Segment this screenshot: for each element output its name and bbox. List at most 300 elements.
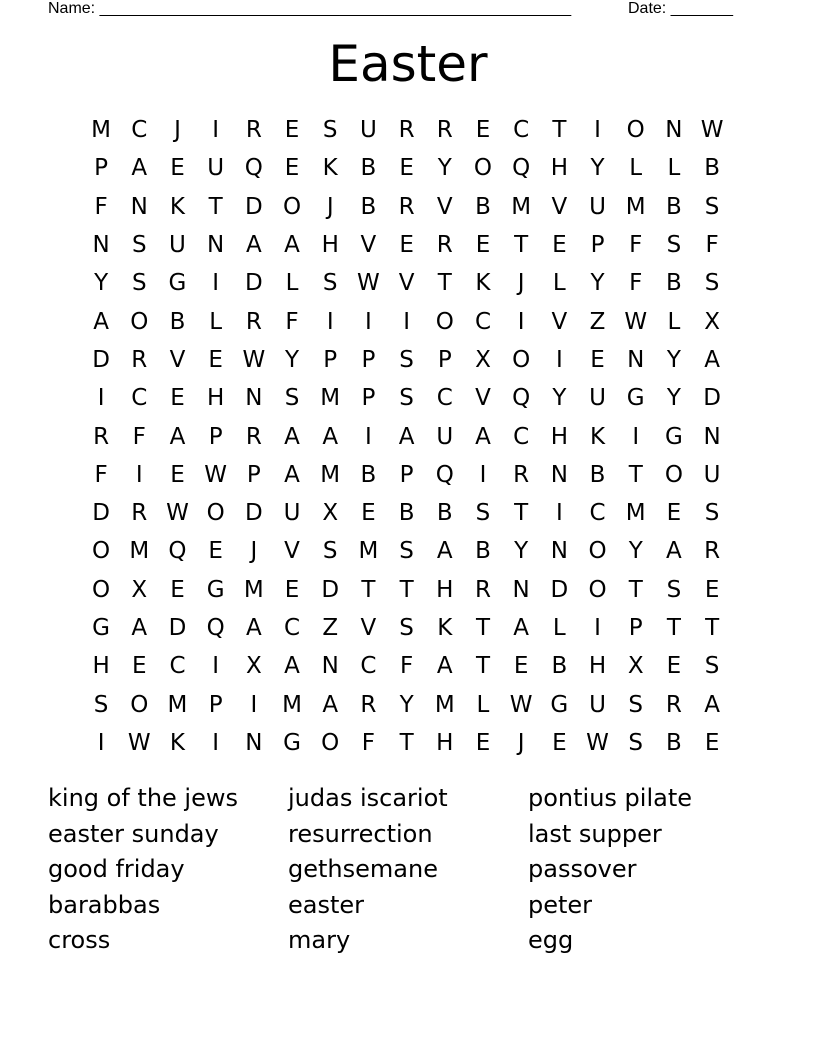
grid-letter: T	[628, 576, 643, 603]
grid-letter: D	[92, 346, 110, 373]
grid-letter: R	[245, 117, 262, 144]
grid-letter: A	[284, 461, 300, 488]
grid-letter: N	[703, 423, 721, 450]
grid-letter: R	[436, 232, 453, 259]
grid-letter: D	[168, 615, 187, 641]
grid-letter: I	[365, 308, 372, 335]
grid-letter: C	[513, 117, 530, 144]
grid-letter: Z	[322, 615, 339, 641]
grid-letter: L	[552, 615, 566, 641]
grid-letter: T	[628, 461, 643, 488]
grid-letter: V	[551, 193, 568, 220]
grid-letter: W	[509, 691, 533, 718]
grid-letter: T	[475, 653, 490, 680]
grid-letter: B	[475, 538, 491, 565]
grid-letter: C	[169, 653, 186, 680]
grid-letter: C	[513, 423, 530, 450]
word-list-item: resurrection	[288, 819, 433, 848]
grid-letter: M	[243, 576, 264, 603]
grid-letter: A	[284, 232, 300, 259]
grid-letter: O	[626, 117, 645, 144]
grid-letter: P	[628, 615, 643, 641]
grid-letter: A	[513, 615, 530, 641]
grid-letter: P	[399, 461, 414, 488]
grid-letter: N	[130, 193, 148, 220]
word-search-grid	[82, 111, 731, 762]
grid-letter: S	[399, 346, 414, 373]
grid-letter: H	[436, 576, 454, 603]
grid-letter: U	[207, 155, 225, 182]
grid-letter: U	[283, 500, 301, 527]
grid-letter: W	[624, 308, 648, 335]
grid-letter: I	[212, 729, 220, 756]
grid-letter: F	[94, 193, 108, 220]
grid-letter: L	[667, 155, 681, 182]
grid-letter: V	[398, 270, 415, 297]
date-field-label: Date: _______	[628, 0, 733, 17]
grid-letter: O	[588, 538, 607, 565]
grid-letter: P	[323, 346, 338, 373]
grid-letter: L	[552, 270, 566, 297]
grid-letter: O	[435, 308, 454, 335]
grid-letter: U	[359, 117, 377, 144]
grid-letter: U	[703, 461, 721, 488]
grid-letter: S	[131, 270, 147, 297]
grid-letter: N	[92, 232, 110, 259]
grid-letter: S	[131, 232, 147, 259]
grid-letter: D	[703, 385, 721, 412]
grid-letter: E	[552, 729, 567, 756]
grid-letter: A	[436, 653, 453, 680]
grid-letter: Y	[666, 385, 681, 412]
grid-letter: S	[704, 193, 720, 220]
grid-letter: S	[322, 117, 338, 144]
grid-letter: R	[436, 117, 453, 144]
grid-letter: A	[704, 691, 720, 718]
grid-letter: M	[358, 538, 379, 565]
grid-letter: Q	[206, 615, 225, 641]
grid-letter: U	[436, 423, 454, 450]
grid-letter: T	[514, 500, 529, 527]
grid-letter: W	[166, 500, 189, 527]
grid-letter: T	[208, 193, 223, 220]
word-list-item: easter sunday	[48, 819, 219, 848]
grid-letter: G	[168, 270, 187, 297]
grid-letter: A	[398, 423, 415, 450]
grid-letter: S	[93, 691, 109, 718]
grid-letter: R	[245, 308, 262, 335]
grid-letter: F	[705, 232, 719, 259]
grid-letter: Y	[94, 270, 109, 297]
word-list-item: pontius pilate	[528, 784, 693, 812]
word-list-item: good friday	[48, 855, 185, 883]
grid-letter: A	[475, 423, 491, 450]
grid-letter: Y	[437, 155, 452, 182]
word-list-item: gethsemane	[288, 855, 438, 883]
grid-letter: J	[326, 193, 334, 220]
grid-letter: G	[550, 691, 569, 718]
grid-letter: I	[212, 117, 220, 144]
grid-letter: H	[588, 653, 607, 680]
grid-letter: C	[436, 385, 453, 412]
grid-letter: E	[132, 653, 147, 680]
grid-letter: E	[666, 653, 682, 680]
grid-letter: Y	[399, 691, 414, 718]
grid-letter: H	[321, 232, 339, 259]
grid-letter: F	[399, 653, 414, 680]
name-field-label: Name: _____________________________________________________	[48, 0, 572, 17]
grid-letter: V	[360, 615, 377, 641]
grid-letter: O	[664, 461, 683, 488]
grid-letter: S	[666, 576, 682, 603]
grid-letter: B	[551, 653, 568, 680]
grid-letter: F	[132, 423, 146, 450]
grid-letter: E	[704, 576, 720, 603]
grid-letter: E	[666, 500, 682, 527]
grid-letter: D	[321, 576, 340, 603]
grid-letter: F	[629, 270, 643, 297]
word-list-item: egg	[528, 926, 574, 954]
word-list-item: king of the jews	[48, 784, 238, 812]
grid-letter: T	[399, 576, 414, 603]
grid-letter: F	[285, 308, 299, 335]
grid-letter: A	[436, 538, 453, 565]
grid-letter: H	[436, 729, 454, 756]
grid-letter: V	[551, 308, 568, 335]
grid-letter: K	[475, 270, 491, 297]
word-list-item: barabbas	[48, 890, 161, 919]
grid-letter: M	[320, 461, 341, 488]
grid-letter: R	[93, 423, 110, 450]
grid-letter: M	[167, 691, 188, 718]
grid-letter: R	[131, 346, 148, 373]
grid-letter: A	[666, 538, 682, 565]
grid-letter: A	[704, 346, 720, 373]
grid-letter: H	[550, 155, 568, 182]
grid-letter: G	[283, 729, 301, 756]
grid-letter: T	[361, 576, 376, 603]
grid-letter: B	[360, 461, 377, 488]
grid-letter: S	[704, 653, 720, 680]
grid-letter: T	[475, 615, 490, 641]
grid-letter: Z	[589, 308, 606, 335]
grid-letter: N	[512, 576, 530, 603]
grid-letter: S	[704, 270, 720, 297]
grid-letter: S	[628, 729, 644, 756]
grid-letter: E	[170, 385, 185, 412]
grid-letter: L	[667, 308, 681, 335]
grid-letter: R	[131, 500, 148, 527]
grid-letter: E	[399, 232, 414, 259]
grid-letter: R	[704, 538, 721, 565]
grid-letter: I	[555, 346, 563, 373]
grid-letter: K	[322, 155, 338, 182]
grid-letter: F	[94, 461, 108, 488]
grid-letter: B	[169, 308, 186, 335]
grid-letter: S	[704, 500, 720, 527]
grid-letter: G	[664, 423, 683, 450]
grid-letter: B	[666, 729, 682, 756]
grid-letter: G	[206, 576, 225, 603]
grid-letter: F	[361, 729, 376, 756]
grid-letter: O	[512, 346, 531, 373]
grid-letter: E	[284, 117, 300, 144]
grid-letter: E	[170, 461, 185, 488]
grid-letter: I	[212, 270, 220, 297]
grid-letter: X	[245, 653, 262, 680]
word-list-item: last supper	[528, 819, 662, 848]
grid-letter: U	[169, 232, 186, 259]
grid-letter: B	[436, 500, 453, 527]
grid-letter: Y	[590, 270, 605, 297]
page-title: Easter	[328, 35, 488, 93]
grid-letter: Y	[552, 385, 567, 412]
grid-letter: T	[514, 232, 529, 259]
grid-letter: C	[474, 308, 491, 335]
grid-letter: M	[129, 538, 150, 565]
grid-letter: O	[282, 193, 302, 220]
grid-letter: A	[322, 423, 339, 450]
grid-letter: K	[589, 423, 606, 450]
grid-letter: K	[169, 729, 186, 756]
grid-letter: I	[594, 615, 601, 641]
grid-letter: A	[245, 232, 262, 259]
grid-letter: A	[93, 308, 109, 335]
grid-letter: P	[208, 423, 223, 450]
grid-letter: I	[479, 461, 487, 488]
grid-letter: O	[92, 538, 111, 565]
grid-letter: O	[588, 576, 607, 603]
grid-letter: L	[285, 270, 299, 297]
grid-letter: D	[244, 193, 263, 220]
word-list-item: easter	[288, 890, 365, 919]
grid-letter: E	[284, 155, 300, 182]
grid-letter: E	[475, 232, 491, 259]
grid-letter: P	[437, 346, 452, 373]
grid-letter: W	[242, 346, 266, 373]
grid-letter: R	[398, 117, 415, 144]
grid-letter: I	[326, 308, 334, 335]
grid-letter: R	[360, 691, 377, 718]
grid-letter: X	[627, 653, 644, 680]
grid-letter: Y	[514, 538, 529, 565]
grid-letter: I	[594, 117, 601, 144]
grid-letter: U	[589, 691, 606, 718]
word-list-item: cross	[48, 926, 111, 954]
grid-letter: W	[357, 270, 380, 297]
grid-letter: O	[473, 155, 493, 182]
grid-letter: P	[361, 346, 376, 373]
grid-letter: M	[625, 193, 646, 220]
grid-letter: E	[170, 576, 185, 603]
grid-letter: D	[92, 500, 110, 527]
grid-letter: X	[704, 308, 720, 335]
grid-letter: N	[665, 117, 683, 144]
grid-letter: A	[245, 615, 262, 641]
grid-letter: I	[97, 729, 105, 756]
grid-letter: J	[517, 729, 525, 756]
grid-letter: M	[434, 691, 455, 718]
grid-letter: I	[212, 653, 220, 680]
grid-letter: V	[475, 385, 491, 412]
grid-letter: R	[245, 423, 262, 450]
grid-letter: N	[245, 729, 263, 756]
grid-letter: B	[360, 193, 377, 220]
grid-letter: E	[513, 653, 529, 680]
grid-letter: O	[130, 691, 149, 718]
grid-letter: T	[399, 729, 414, 756]
grid-letter: D	[244, 270, 263, 297]
grid-letter: Q	[435, 461, 454, 488]
grid-letter: Y	[666, 346, 681, 373]
grid-letter: T	[437, 270, 452, 297]
grid-letter: E	[399, 155, 414, 182]
grid-letter: B	[398, 500, 415, 527]
grid-letter: J	[250, 538, 258, 565]
grid-letter: B	[475, 193, 491, 220]
grid-letter: E	[170, 155, 185, 182]
grid-letter: H	[550, 423, 568, 450]
grid-letter: U	[589, 193, 606, 220]
grid-letter: B	[666, 270, 682, 297]
grid-letter: S	[322, 270, 338, 297]
grid-letter: W	[204, 461, 228, 488]
grid-letter: M	[320, 385, 341, 412]
grid-letter: Y	[590, 155, 605, 182]
grid-letter: B	[589, 461, 606, 488]
word-list	[48, 781, 768, 959]
grid-letter: X	[131, 576, 148, 603]
grid-letter: J	[517, 270, 525, 297]
grid-letter: S	[284, 385, 300, 412]
grid-letter: I	[250, 691, 258, 718]
grid-letter: Y	[628, 538, 643, 565]
grid-letter: R	[513, 461, 530, 488]
grid-letter: H	[92, 653, 110, 680]
grid-letter: P	[361, 385, 376, 412]
grid-letter: T	[705, 615, 720, 641]
grid-letter: K	[437, 615, 453, 641]
grid-letter: I	[365, 423, 372, 450]
grid-letter: C	[284, 615, 301, 641]
grid-letter: D	[244, 500, 263, 527]
grid-letter: A	[284, 423, 300, 450]
grid-letter: E	[208, 346, 223, 373]
grid-letter: S	[322, 538, 338, 565]
grid-letter: F	[629, 232, 643, 259]
grid-letter: Y	[285, 346, 300, 373]
grid-letter: W	[127, 729, 151, 756]
header-line	[48, 0, 748, 18]
grid-letter: D	[550, 576, 569, 603]
grid-letter: V	[436, 193, 453, 220]
grid-letter: E	[704, 729, 720, 756]
word-list-item: mary	[288, 926, 351, 954]
grid-letter: G	[92, 615, 110, 641]
grid-letter: W	[586, 729, 609, 756]
grid-letter: A	[131, 615, 148, 641]
word-list-item: peter	[528, 890, 593, 919]
grid-letter: Q	[512, 155, 531, 182]
grid-letter: O	[92, 576, 111, 603]
grid-letter: H	[207, 385, 225, 412]
grid-letter: A	[284, 653, 300, 680]
grid-letter: I	[403, 308, 410, 335]
grid-letter: G	[626, 385, 645, 412]
grid-letter: N	[245, 385, 263, 412]
grid-letter: B	[704, 155, 720, 182]
grid-letter: S	[399, 615, 414, 641]
grid-letter: Q	[168, 538, 187, 565]
grid-letter: R	[474, 576, 491, 603]
grid-letter: B	[666, 193, 682, 220]
grid-letter: O	[130, 308, 149, 335]
grid-letter: E	[475, 117, 491, 144]
grid-letter: T	[666, 615, 681, 641]
grid-letter: I	[517, 308, 525, 335]
grid-letter: V	[284, 538, 300, 565]
grid-letter: U	[589, 385, 606, 412]
grid-letter: S	[628, 691, 644, 718]
grid-letter: E	[475, 729, 491, 756]
grid-letter: M	[91, 117, 112, 144]
grid-letter: V	[169, 346, 186, 373]
grid-letter: E	[590, 346, 605, 373]
grid-letter: P	[590, 232, 605, 259]
grid-letter: P	[208, 691, 223, 718]
grid-letter: T	[552, 117, 567, 144]
grid-letter: X	[322, 500, 339, 527]
grid-letter: I	[632, 423, 640, 450]
grid-letter: M	[511, 193, 532, 220]
grid-letter: V	[360, 232, 377, 259]
grid-letter: N	[550, 461, 568, 488]
grid-letter: S	[399, 385, 414, 412]
grid-letter: N	[207, 232, 225, 259]
grid-letter: N	[321, 653, 339, 680]
grid-letter: A	[169, 423, 186, 450]
grid-letter: I	[135, 461, 143, 488]
grid-letter: X	[475, 346, 491, 373]
grid-letter: A	[131, 155, 148, 182]
grid-letter: E	[208, 538, 223, 565]
grid-letter: N	[627, 346, 645, 373]
grid-letter: K	[169, 193, 186, 220]
grid-letter: Q	[512, 385, 531, 412]
grid-letter: C	[131, 385, 148, 412]
grid-letter: Q	[244, 155, 263, 182]
grid-letter: L	[209, 308, 223, 335]
grid-letter: S	[399, 538, 414, 565]
grid-letter: C	[589, 500, 606, 527]
grid-letter: P	[246, 461, 261, 488]
grid-letter: N	[550, 538, 568, 565]
grid-letter: L	[629, 155, 643, 182]
grid-letter: L	[476, 691, 490, 718]
grid-letter: O	[206, 500, 225, 527]
grid-letter: C	[360, 653, 377, 680]
grid-letter: E	[284, 576, 300, 603]
grid-letter: I	[555, 500, 563, 527]
grid-letter: M	[282, 691, 302, 718]
grid-letter: W	[700, 117, 724, 144]
grid-letter: E	[361, 500, 376, 527]
grid-letter: S	[666, 232, 682, 259]
grid-letter: C	[131, 117, 148, 144]
grid-letter: S	[475, 500, 491, 527]
grid-letter: E	[552, 232, 567, 259]
grid-letter: I	[97, 385, 105, 412]
